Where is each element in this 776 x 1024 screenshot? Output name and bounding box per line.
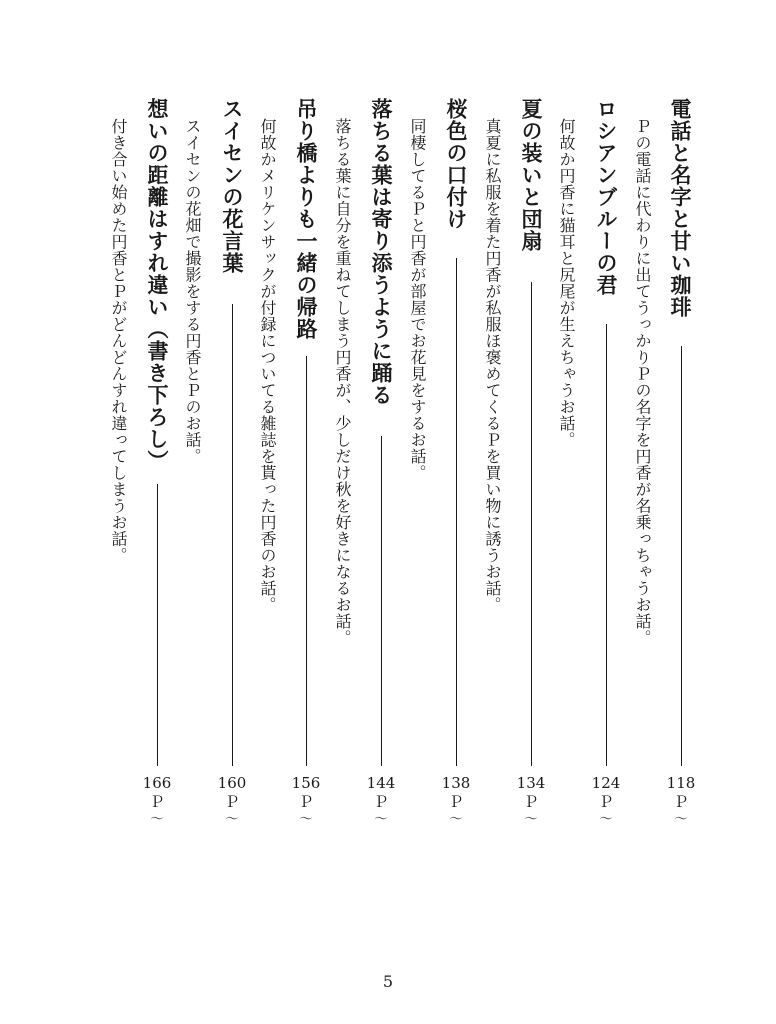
page-ref-4 <box>441 776 471 826</box>
leader-line-6 <box>306 356 307 766</box>
toc-title-2: ロシアンブルーの君 <box>594 98 619 296</box>
toc-title-7: スイセンの花言葉 <box>220 98 245 274</box>
page-number-1: 118 <box>666 774 696 792</box>
leader-line-7 <box>232 304 233 766</box>
toc-title-1: 電話と名字と甘い珈琲 <box>668 98 693 318</box>
page-ref-2 <box>591 776 621 826</box>
toc-title-5: 落ちる葉は寄り添うように踊る <box>369 98 394 406</box>
toc-title-3: 夏の装いと団扇 <box>519 98 544 252</box>
page-ref-1 <box>666 776 696 826</box>
page-tilde-4: ～ <box>449 812 463 827</box>
page-number-3: 134 <box>516 774 546 792</box>
toc-description-1: Ｐの電話に代わりに出てうっかりＰの名字を円香が名乗っちゃうお話。 <box>633 118 652 646</box>
page-tilde-5: ～ <box>374 812 388 827</box>
leader-line-2 <box>606 324 607 766</box>
toc-description-4: 同棲してるＰと円香が部屋でお花見をするお話。 <box>408 118 427 481</box>
page-suffix-6: Ｐ <box>298 793 314 811</box>
page-suffix-5: Ｐ <box>373 793 389 811</box>
toc-description-8: 付き合い始めた円香とＰがどんどんすれ違ってしまうお話。 <box>109 118 128 564</box>
page-ref-8 <box>142 776 172 826</box>
page-ref-3 <box>516 776 546 826</box>
page-suffix-2: Ｐ <box>598 793 614 811</box>
page-ref-6 <box>291 776 321 826</box>
page-ref-5 <box>366 776 396 826</box>
page-tilde-6: ～ <box>299 812 313 827</box>
page-tilde-1: ～ <box>674 812 688 827</box>
page-number-8: 166 <box>142 774 172 792</box>
page-suffix-4: Ｐ <box>448 793 464 811</box>
toc-description-6: 何故かメリケンサックが付録についてる雑誌を貰った円香のお話。 <box>258 118 277 613</box>
page-number-6: 156 <box>291 774 321 792</box>
page-suffix-8: Ｐ <box>149 793 165 811</box>
toc-description-2: 何故か円香に猫耳と尻尾が生えちゃうお話。 <box>557 118 576 448</box>
page-number-2: 124 <box>591 774 621 792</box>
toc-title-6: 吊り橋よりも一緒の帰路 <box>294 98 319 340</box>
leader-line-3 <box>531 282 532 766</box>
page-tilde-3: ～ <box>524 812 538 827</box>
page-number-5: 144 <box>366 774 396 792</box>
page-number-7: 160 <box>217 774 247 792</box>
page-number-4: 138 <box>441 774 471 792</box>
toc-description-5: 落ちる葉に自分を重ねてしまう円香が、少しだけ秋を好きになるお話。 <box>333 118 352 646</box>
page-suffix-7: Ｐ <box>224 793 240 811</box>
toc-description-7: スイセンの花畑で撮影をする円香とＰのお話。 <box>183 118 202 465</box>
page-tilde-8: ～ <box>150 812 164 827</box>
toc-description-3: 真夏に私服を着た円香が私服ほ褒めてくるＰを買い物に誘うお話。 <box>483 118 502 613</box>
toc-title-4: 桜色の口付け <box>444 98 469 230</box>
page-tilde-7: ～ <box>225 812 239 827</box>
page-ref-7 <box>217 776 247 826</box>
leader-line-4 <box>456 258 457 766</box>
leader-line-8 <box>157 484 158 766</box>
page-suffix-3: Ｐ <box>523 793 539 811</box>
toc-title-8: 想いの距離はすれ違い（書き下ろし） <box>145 98 170 472</box>
page-tilde-2: ～ <box>599 812 613 827</box>
page-folio: 5 <box>382 972 394 991</box>
leader-line-5 <box>381 436 382 766</box>
page-suffix-1: Ｐ <box>673 793 689 811</box>
leader-line-1 <box>681 346 682 766</box>
